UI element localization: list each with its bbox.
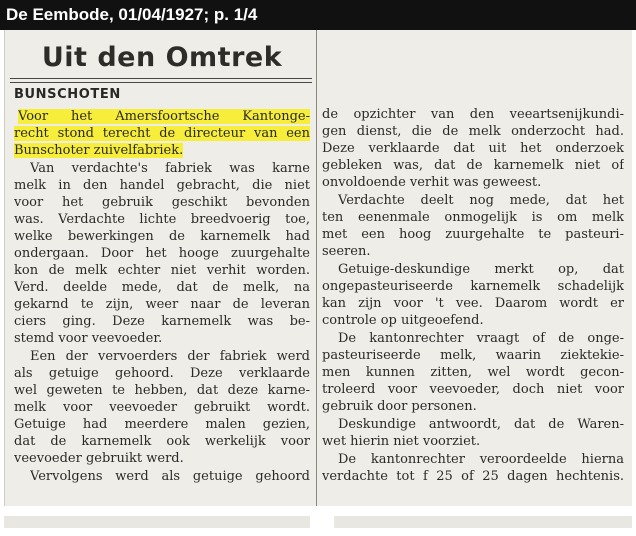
text-line: Deskundige antwoordt, dat de Waren- (338, 417, 624, 432)
text-line: voor het gebruik geschikt bevonden (14, 195, 310, 210)
highlighted-text: recht stond terecht de directeur van een (14, 126, 310, 141)
text-line: Van verdachte's fabriek was karne (30, 161, 310, 176)
text-line: Getuige had meerdere malen gezien, (14, 417, 310, 432)
text-line: was. Verdachte lichte breedvoerig toe, (14, 212, 310, 227)
text-line: De kantonrechter vraagt of de onge- (338, 331, 624, 346)
page-header: De Eembode, 01/04/1927; p. 1/4 (0, 0, 636, 30)
text-line: Een der vervoerders der fabriek werd (30, 349, 310, 364)
text-line: Verdachte deelt nog mede, dat het (338, 193, 624, 208)
text-line: kon de melk echter niet verhit worden. (14, 263, 310, 278)
text-line: gebleken was, dat de karnemelk niet of (322, 158, 624, 173)
text-line: kan zijn voor 't vee. Daarom wordt er (322, 296, 624, 311)
text-line: De kantonrechter veroordeelde hierna (338, 452, 624, 467)
text-line: troleerd voor veevoeder, doch niet voor (322, 382, 624, 397)
heading-rule (10, 78, 312, 79)
text-line: pasteuriseerde melk, waarin ziektekie- (322, 348, 624, 363)
text-line: melk voor veevoeder gebruikt wordt. (14, 400, 310, 415)
text-line: seeren. (322, 244, 371, 259)
text-line: met een hoog zuurgehalte te pasteuri- (322, 227, 624, 242)
text-line (18, 108, 310, 125)
text-line: gen dienst, die de melk onderzocht had. (322, 124, 624, 139)
article-heading: Uit den Omtrek (41, 42, 283, 73)
text-line (14, 142, 183, 159)
text-line: Vervolgens werd als getuige gehoord (30, 469, 310, 484)
article-subhead: BUNSCHOTEN (14, 87, 121, 102)
text-line: de opzichter van den veeartsenijkundi- (322, 107, 624, 122)
text-line: ten eenenmale onmogelijk is om melk (322, 210, 624, 225)
text-line: als getuige gehoord. Deze verklaarde (14, 366, 310, 381)
highlighted-text: Bunschoter zuivelfabriek. (14, 143, 184, 158)
clipping-edge (4, 516, 310, 528)
text-line (14, 125, 310, 142)
text-line: gebruik door personen. (322, 399, 477, 414)
text-line: ongepasteuriseerde karnemelk schadelijk (322, 279, 624, 294)
heading-rule (10, 82, 312, 83)
text-line: veevoeder gebruikt werd. (14, 451, 184, 466)
text-line: Deze verklaarde dat uit het onderzoek (322, 141, 624, 156)
text-line: stemd voor veevoeder. (14, 331, 163, 346)
text-line: controle op uitgeoefend. (322, 313, 484, 328)
text-line: men kunnen zitten, wel wordt gecon- (322, 365, 624, 380)
text-line: dat de karnemelk ook werkelijk voor (14, 434, 310, 449)
highlighted-text: Voor het Amersfoortsche Kantonge- (18, 109, 310, 124)
text-line: onvoldoende verhit was geweest. (322, 175, 542, 190)
text-line: ondergaan. Door het hooge zuurgehalte (14, 246, 310, 261)
text-line: welke bewerkingen de karnemelk had (14, 229, 310, 244)
text-line: verdachte tot f 25 of 25 dagen hechtenis. (322, 469, 624, 484)
text-line: Getuige-deskundige merkt op, dat (338, 262, 624, 277)
text-line: gekarnd te zijn, weer naar de leveran (14, 297, 310, 312)
text-line: Verd. deelde mede, dat de melk, na (14, 280, 310, 295)
text-line: melk in den handel gebracht, die niet (14, 178, 310, 193)
clipping-edge (334, 516, 632, 528)
text-line: wet hierin niet voorziet. (322, 434, 481, 449)
text-line: ciers ging. Deze karnemelk was be- (14, 314, 310, 329)
column-divider (316, 30, 317, 506)
text-line: wel geweten te hebben, dat deze karne- (14, 383, 310, 398)
